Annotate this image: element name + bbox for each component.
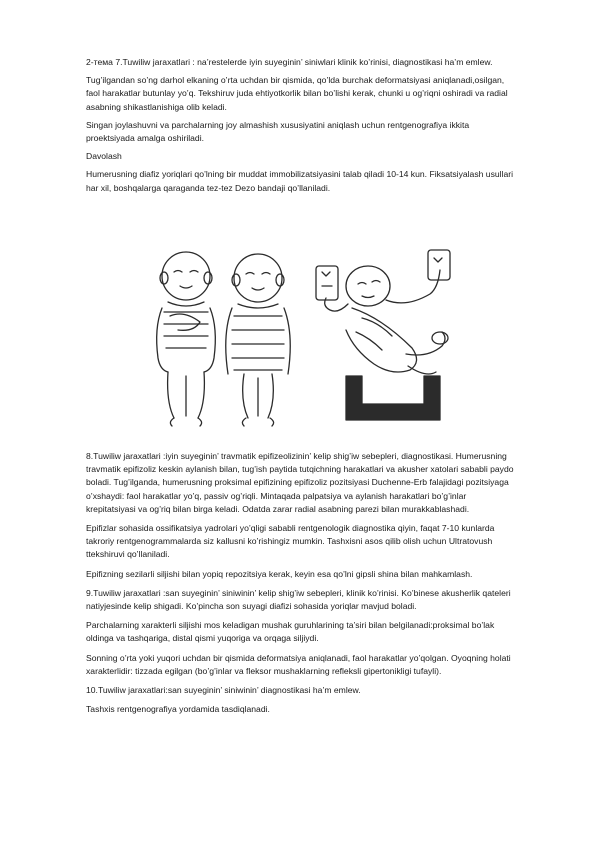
paragraph: Epifizlar sohasida ossifikatsiya yadrolari yo’qligi sababli rentgenologik diagnostika qiyin, faqat 7-10 kunlarda takroriy rentgenogrammalarda siz kallusni ko’rishingiz mumkin. Tashxisni asos qilib olish uchun Ultratovush ttekshiruvi qo’llaniladi. [86, 523, 495, 560]
paragraph: 10.Tuwiliw jaraxatlari:san suyeginin’ siniwinin’ diagnostikasi ha’m emlew. [86, 685, 361, 696]
paragraph: 8.Tuwiliw jaraxatlari :iyin suyeginin’ travmatik epifizeolizinin’ kelip shig’iw sebepleri, diagnostikasi. Humerusning travmatik epifizoliz keskin aylanish bilan, tug’ish paytida tutqichning harakatlari va akusher xatolari sababli paydo boladi. Tug’ilganda, humerusning proksimal epifizining epifizoliz pozitsiyasi Duchenne-Erb falajidagi pozitsiyaga o’xshaydi: faol harakatlar yo’q, passiv og’riqli. Mintaqada palpatsiya va aylanish harakatlari bo’g’inlar krepitatsiyasi va og’riq bilan birga keladi. Odatda zarar radial asabning parezi bilan murakkablashadi. [86, 451, 514, 514]
paragraph: Humerusning diafiz yoriqlari qo’lning bir muddat immobilizatsiyasini talab qiladi 10-14 kun. Fiksatsiyalash usullari har xil, boshqalarga qaraganda tez-tez Dezo bandaji qo’llaniladi. [86, 169, 514, 193]
paragraph: Sonning o’rta yoki yuqori uchdan bir qismida deformatsiya aniqlanadi, faol harakatlar yo’qolgan. Oyoqning holati xarakterlidir: tizzada egilgan (bo’g’inlar va fleksor mushaklarning refleksli gipertonikligi tufayli). [86, 652, 511, 676]
infant-figure-2 [226, 254, 291, 426]
paragraph: Singan joylashuvni va parchalarning joy almashish xususiyatini aniqlash uchun rentgenografiya ikkita proektsiyada amalga oshiriladi. [86, 119, 470, 144]
paragraph: Tashxis rentgenografiya yordamida tasdiqlanadi. [86, 704, 270, 715]
paragraph: 9.Tuwiliw jaraxatlari :san suyeginin’ siniwinin’ kelip shig’iw sebepleri, klinik ko’rinisi. Ko’binese akusherlik qateleri natiyjesinde kelip shigadi. Ko’pincha son suyagi diafizi sohasida yoriqlar mavjud boladi. [86, 587, 511, 612]
splint-frame [346, 376, 440, 420]
section-heading: Davolash [86, 151, 122, 162]
paragraph: Epifizning sezilarli siljishi bilan yopiq repozitsiya kerak, keyin esa qo’lni gipsli shina bilan mahkamlash. [86, 568, 473, 579]
text-block-bottom [86, 450, 516, 722]
paragraph: Parchalarning xarakterli siljishi mos keladigan mushak guruhlarining ta’siri bilan belgilanadi:proksimal bo’lak oldinga va tashqariga, distal qismi yuqoriga va orqaga siljiydi. [86, 620, 495, 644]
infant-figure-3-with-splint [316, 250, 450, 374]
infant-immobilization-illustration [140, 246, 470, 436]
paragraph: Tug’ilgandan so’ng darhol elkaning o’rta uchdan bir qismida, qo’lda burchak deformatsiyasi aniqlanadi,osilgan, faol harakatlar butunlay yo’q. Tekshiruv juda ehtiyotkorlik bilan bo’lishi kerak, chunki u og’riqni oshiradi va radial asabning shikastlanishiga olib keladi. [86, 75, 508, 112]
text-block-top [86, 56, 516, 200]
infant-figure-1 [157, 252, 216, 426]
paragraph: 2-тема 7.Tuwiliw jaraxatlari : na’restelerde iyin suyeginin’ siniwlari klinik ko’rinisi, diagnostikasi ha’m emlew. [86, 57, 493, 67]
